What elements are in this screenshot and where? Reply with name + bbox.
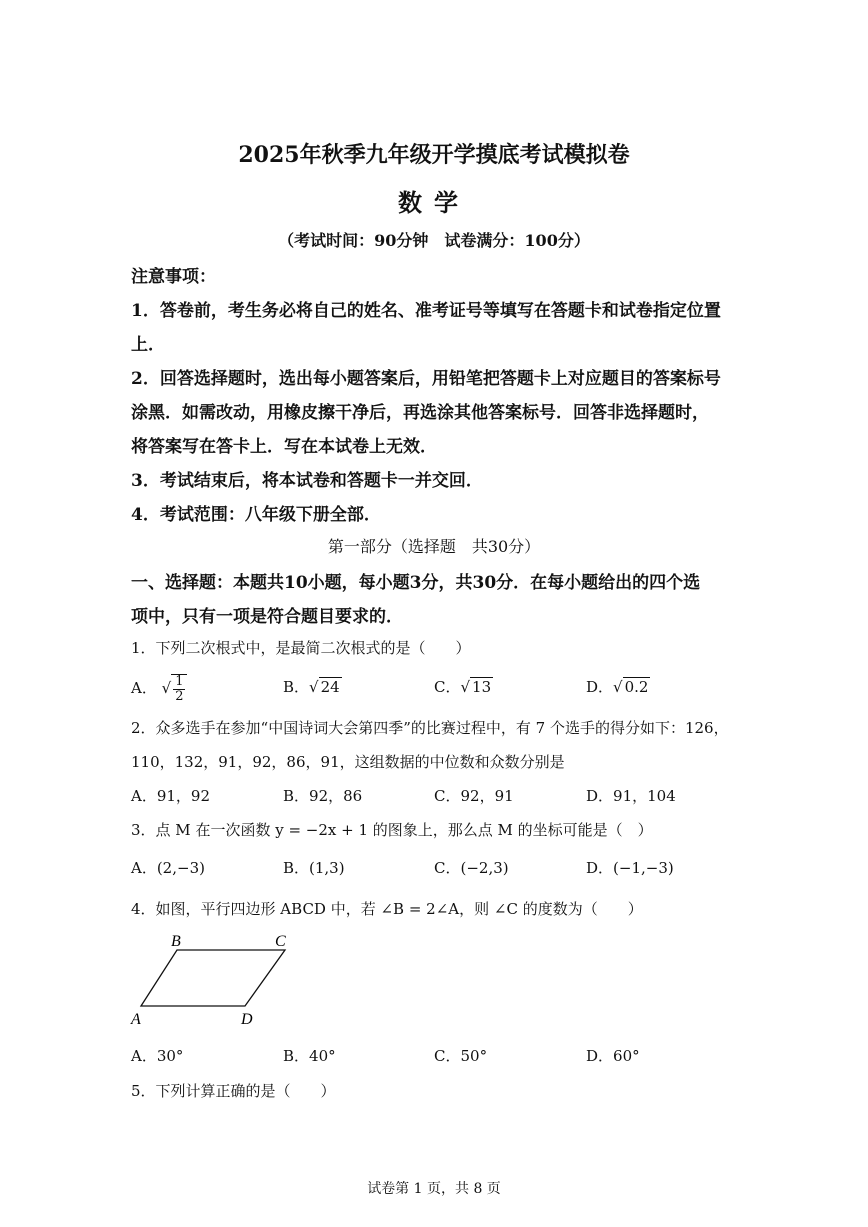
parallelogram-figure [125,930,305,1030]
vertex-label-a: A [131,1011,141,1028]
note-4: 4．考试范围：八年级下册全部． [131,505,381,525]
note-2b: 涂黑．如需改动，用橡皮擦干净后，再选涂其他答案标号．回答非选择题时， [131,403,709,423]
fraction-denominator: 2 [175,689,184,704]
q1-option-a [131,674,187,704]
q2-option-a: A．91，92 [131,787,211,805]
section-b: 项中，只有一项是符合题目要求的． [131,607,403,627]
exam-info: （考试时间：90分钟 试卷满分：100分） [278,231,590,250]
q3-option-b: B．(1,3) [283,859,345,877]
section-a: 一、选择题：本题共10小题，每小题3分，共30分．在每小题给出的四个选 [131,573,701,593]
q4-option-d: D．60° [586,1047,640,1065]
part1-heading: 第一部分（选择题 共30分） [327,537,541,556]
note-3: 3．考试结束后，将本试卷和答题卡一并交回． [131,471,483,491]
note-1a: 1．答卷前，考生务必将自己的姓名、准考证号等填写在答题卡和试卷指定位置 [131,301,721,321]
q2-option-c: C．92，91 [434,787,514,805]
note-2c: 将答案写在答卡上．写在本试卷上无效． [131,437,437,457]
notes-heading: 注意事项： [131,267,216,287]
q4-option-b: B．40° [283,1047,336,1065]
exam-title: 2025年秋季九年级开学摸底考试模拟卷 [238,142,630,168]
sqrt-expression: √ $\frac{1}{2}$ [162,674,188,704]
option-label: A． [131,679,157,697]
fraction-numerator: 1 [175,674,184,689]
page-footer: 试卷第 1 页，共 8 页 [367,1181,501,1197]
note-1b: 上． [131,335,165,355]
vertex-label-c: C [275,933,286,950]
vertex-label-b: B [171,933,181,950]
q1-option-b [283,676,342,697]
q4-stem: 4．如图，平行四边形 ABCD 中，若 ∠B = 2∠A，则 ∠C 的度数为（ ） [131,900,643,918]
option-label: C． [434,678,461,696]
option-label: D． [586,678,614,696]
subject-title: 数学 [398,188,470,217]
q4-option-c: C．50° [434,1047,488,1065]
q3-stem: 3．点 M 在一次函数 y = −2x + 1 的图象上，那么点 M 的坐标可能是（ ） [131,821,653,839]
q3-option-a: A．(2,−3) [131,859,205,877]
q1-option-c [434,676,493,697]
vertex-label-d: D [241,1011,253,1028]
q2-option-b: B．92，86 [283,787,363,805]
q1-option-d [586,676,650,697]
note-2a: 2．回答选择题时，选出每小题答案后，用铅笔把答题卡上对应题目的答案标号 [131,369,721,389]
q3-option-d: D．(−1,−3) [586,859,674,877]
q5-stem: 5．下列计算正确的是（ ） [131,1082,336,1100]
radicand: 24 [320,678,340,696]
radicand: 0.2 [624,678,649,696]
sqrt-expression: √ 24 [309,678,340,696]
q1-stem: 1．下列二次根式中，是最简二次根式的是（ ） [131,639,471,657]
radicand: 13 [472,678,492,696]
q2-option-d: D．91，104 [586,787,676,805]
q3-option-c: C．(−2,3) [434,859,509,877]
option-label: B． [283,678,310,696]
sqrt-expression: √ 13 [460,678,492,696]
parallelogram-shape [141,950,285,1006]
sqrt-expression: √ 0.2 [613,678,649,696]
q2-stem-a: 2．众多选手在参加“中国诗词大会第四季”的比赛过程中，有 7 个选手的得分如下：126， [131,719,729,737]
q2-stem-b: 110，132，91，92，86，91，这组数据的中位数和众数分别是 [131,753,565,771]
q4-option-a: A．30° [131,1047,184,1065]
